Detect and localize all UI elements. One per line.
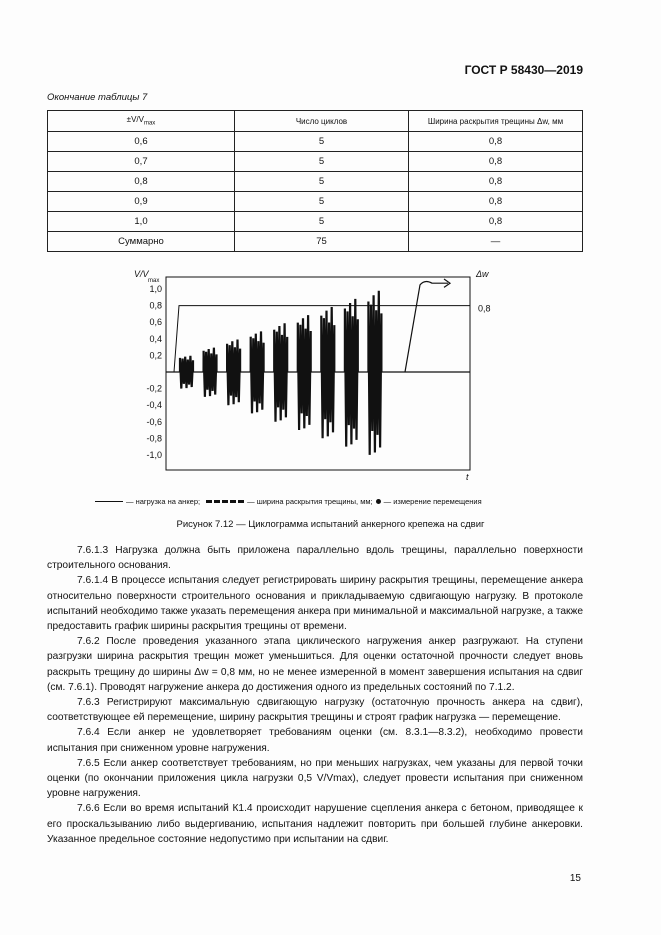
y-tick-label: -0,2	[146, 383, 162, 394]
y-tick-label: -1,0	[146, 450, 162, 460]
legend-swatch-load	[95, 501, 123, 502]
y-tick-label: -0,6	[146, 416, 162, 427]
body-text	[47, 543, 583, 847]
y-tick-label: 0,6	[149, 317, 162, 328]
load-cycle-burst	[204, 348, 217, 397]
paragraph: 7.6.3 Регистрируют максимальную сдвигающую нагрузку (остаточную прочность анкера на сдвиг), соответствующее ей перемещение, ширину раскрытия трещины и строят график нагрузка — перемещение.	[47, 697, 583, 724]
x-axis-label: t	[466, 472, 469, 482]
table-caption: Окончание таблицы 7	[47, 92, 148, 103]
paragraph: 7.6.4 Если анкер не удовлетворяет требованиям оценки (см. 8.3.1—8.3.2), необходимо провести испытания при сниженном уровне нагружения.	[47, 727, 583, 754]
table-row: 0,8 5 0,8	[48, 172, 583, 192]
paragraph: 7.6.2 После проведения указанного этапа циклического нагружения анкер разгружают. На ступени разгрузки ширина раскрытия трещин может уменьшиться. Для оценки остаточной прочности следует вновь раскрыть трещину до ширины Δw = 0,8 мм, но не менее измеренной в момент завершения испытания на сдвиг (см. 7.6.1). Проводят нагружение анкера до достижения одного из предельных состояний по 7.1.2.	[47, 636, 583, 693]
y-axis-label: V/V	[134, 269, 149, 279]
y-axis-label-sub: max	[148, 278, 160, 284]
table-row: 1,0 5 0,8	[48, 212, 583, 232]
y2-axis-label: Δw	[476, 269, 489, 279]
paragraph: 7.6.5 Если анкер соответствует требованиям, но при меньших нагрузках, чем указаны для первой точки оценки (по окончании приложения цикла нагрузки 0,5 V/Vmax), следует провести испытания при сниженном уровне нагружения.	[47, 757, 583, 800]
paragraph: 7.6.1.4 В процессе испытания следует регистрировать ширину раскрытия трещины, перемещение анкера относительно поверхности строительного основания и прикладываемую сдвигающую нагрузку. В протоколе испытаний необходимо также указать перемещения анкера при минимальной и максимальной нагрузке, а также предоставить график ширины раскрытия трещины от времени.	[47, 575, 583, 633]
residual-load-curve	[405, 281, 448, 372]
figure-caption: Рисунок 7.12 — Циклограмма испытаний анкерного крепежа на сдвиг	[176, 519, 485, 530]
table-row-total: Суммарно 75 —	[48, 232, 583, 252]
load-cycle-burst	[274, 323, 287, 421]
data-table	[47, 110, 583, 252]
cyclogram-chart	[120, 262, 500, 492]
page-number: 15	[569, 873, 581, 884]
legend-swatch-crack	[206, 500, 244, 503]
legend-displacement: — измерение перемещения	[383, 497, 482, 506]
y-tick-label: 0,8	[149, 300, 162, 311]
load-cycle-burst	[251, 331, 264, 413]
y-tick-label: 1,0	[149, 284, 162, 294]
paragraph: 7.6.6 Если во время испытаний К1.4 происходит нарушение сцепления анкера с бетоном, приводящее к его проскальзыванию либо выдергиванию, испытания надлежит повторить при большей глубине анкеровки. Указанное предельное состояние недопустимо при испытании на сдвиг.	[47, 803, 583, 845]
document-code: ГОСТ Р 58430—2019	[464, 63, 583, 77]
y-tick-label: 0,4	[149, 333, 162, 344]
y-tick-label: 0,2	[149, 350, 162, 361]
load-cycle-burst	[180, 356, 193, 389]
load-cycle-burst	[298, 315, 311, 430]
col-header-cycles: Число циклов	[235, 111, 409, 132]
table-row: 0,9 5 0,8	[48, 192, 583, 212]
load-cycle-burst	[321, 307, 334, 438]
y2-tick-label: 0,8	[478, 303, 491, 314]
y-tick-label: -0,8	[146, 433, 162, 444]
y-tick-label: -0,4	[146, 400, 162, 411]
col-header-ratio: $\pm V/V_{max}$	[48, 111, 235, 132]
table-row: 0,7 5 0,8	[48, 152, 583, 172]
legend-crack: — ширина раскрытия трещины, мм;	[247, 497, 373, 506]
load-cycle-burst	[227, 340, 240, 406]
legend-load: — нагрузка на анкер;	[126, 497, 201, 506]
paragraph: 7.6.1.3 Нагрузка должна быть приложена параллельно вдоль трещины, параллельно поверхности строительного основания.	[47, 545, 583, 572]
table-row: 0,6 5 0,8	[48, 132, 583, 152]
load-cycle-burst	[345, 299, 358, 447]
col-header-crack-width: Ширина раскрытия трещины Δw, мм	[409, 111, 583, 132]
legend-dot-icon	[376, 499, 381, 504]
load-cycle-burst	[368, 291, 381, 455]
chart-legend	[95, 497, 482, 506]
table-header-row	[48, 111, 583, 132]
